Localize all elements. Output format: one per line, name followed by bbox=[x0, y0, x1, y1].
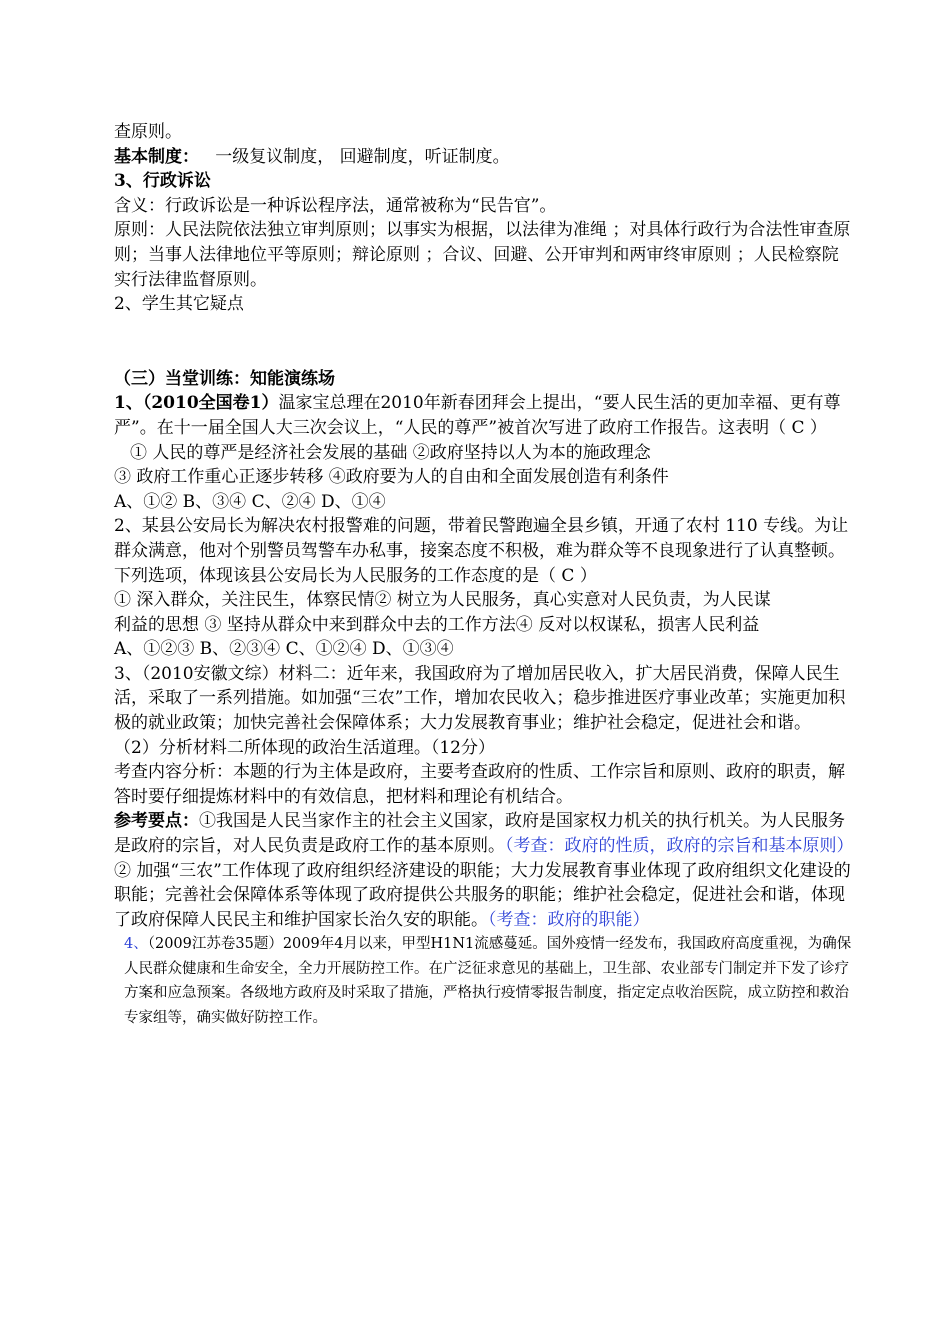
question-2-options-1: ① 深入群众，关注民生，体察民情② 树立为人民服务，真心实意对人民负责，为人民谋 bbox=[114, 590, 771, 611]
definition-text: 含义：行政诉讼是一种诉讼程序法，通常被称为“民告官”。 bbox=[114, 195, 557, 216]
reference-1-text: ①我国是人民当家作主的社会主义国家，政府是国家权力机关的执行机关。为人民服务是政府的宗旨，对人民负责是政府工作的基本原则。 bbox=[114, 811, 845, 857]
question-1-source: 1、（2010全国卷1） bbox=[114, 393, 279, 414]
question-1 bbox=[114, 391, 854, 440]
question-1-options-1: ① 人民的尊严是经济社会发展的基础 ②政府坚持以人为本的施政理念 bbox=[130, 442, 651, 463]
reference-1-note: （考查：政府的性质，政府的宗旨和基本原则） bbox=[505, 836, 854, 857]
question-3-analysis: 考查内容分析：本题的行为主体是政府，主要考查政府的性质、工作宗旨和原则、政府的职责，解答时要仔细提炼材料中的有效信息，把材料和理论有机结合。 bbox=[114, 762, 845, 807]
question-4-number: 4、 bbox=[124, 936, 148, 953]
principles-text: 原则：人民法院依法独立审判原则；以事实为根据，以法律为准绳 ；对具体行政行为合法性审查原则；当事人法律地位平等原则；辩论原则 ；合议、回避、公开审判和两审终审原则 ；人民检察院实行法律监督原则。 bbox=[114, 220, 851, 290]
question-3: 3、（2010安徽文综）材料二：近年来，我国政府为了增加居民收入，扩大居民消费，保障人民生活，采取了一系列措施。如加强“三农”工作，增加农民收入；稳步推进医疗事业改革；实施更加积极的就业政策；加快完善社会保障体系；大力发展教育事业；维护社会稳定，促进社会和谐。 bbox=[114, 663, 846, 734]
question-4 bbox=[114, 932, 854, 1030]
document-page bbox=[114, 120, 854, 1030]
section-heading: 3、行政诉讼 bbox=[114, 171, 211, 192]
reference-label: 参考要点： bbox=[114, 811, 199, 832]
question-2: 2、某县公安局长为解决农村报警难的问题，带着民警跑遍全县乡镇，开通了农村 110 专线。为让群众满意，他对个别警员驾警车办私事，接案态度不积极，难为群众等不良现象进行了认真整顿。下列选项，体现该县公安局长为人民服务的工作态度的是（ C ） bbox=[114, 516, 849, 586]
basic-system-text: 一级复议制度， 回避制度，听证制度。 bbox=[215, 146, 510, 167]
reference-2-text: ② 加强“三农”工作体现了政府组织经济建设的职能；大力发展教育事业体现了政府组织文化建设的职能；完善社会保障体系等体现了政府提供公共服务的职能；维护社会稳定，促进社会和谐，体现了政府保障人民民主和维护国家长治久安的职能。 bbox=[114, 860, 851, 930]
question-1-options-2: ③ 政府工作重心正逐步转移 ④政府要为人的自由和全面发展创造有利条件 bbox=[114, 467, 669, 488]
question-3-reference-1 bbox=[114, 809, 854, 858]
training-heading: （三）当堂训练：知能演练场 bbox=[114, 368, 335, 389]
reference-2-note: （考查：政府的职能） bbox=[488, 909, 650, 930]
question-3-subquestion: （2）分析材料二所体现的政治生活道理。（12分） bbox=[114, 737, 495, 758]
question-1-text: 温家宝总理在2010年新春团拜会上提出，“要人民生活的更加幸福、更有尊严”。在十一届全国人大三次会议上，“人民的尊严”被首次写进了政府工作报告。这表明（ C ） bbox=[114, 393, 841, 438]
question-3-reference-2 bbox=[114, 859, 854, 933]
question-4-text: （2009江苏卷35题）2009年4月以来，甲型H1N1流感蔓延。国外疫情一经发布，我国政府高度重视，为确保人民群众健康和生命安全，全力开展防控工作。在广泛征求意见的基础上，卫生部、农业部专门制定并下发了诊疗方案和应急预案。各级地方政府及时采取了措施，严格执行疫情零报告制度，指定定点收治医院，成立防控和救治专家组等，确实做好防控工作。 bbox=[124, 936, 852, 1026]
text-line: 查原则。 bbox=[114, 122, 182, 142]
basic-system-line bbox=[114, 145, 854, 170]
basic-system-label: 基本制度： bbox=[114, 146, 199, 167]
question-2-options-2: 利益的思想 ③ 坚持从群众中来到群众中去的工作方法④ 反对以权谋私，损害人民利益 bbox=[114, 614, 760, 635]
question-1-answers: A、①② B、③④ C、②④ D、①④ bbox=[114, 491, 386, 512]
student-questions: 2、学生其它疑点 bbox=[114, 294, 244, 315]
question-2-answers: A、①②③ B、②③④ C、①②④ D、①③④ bbox=[114, 639, 454, 660]
